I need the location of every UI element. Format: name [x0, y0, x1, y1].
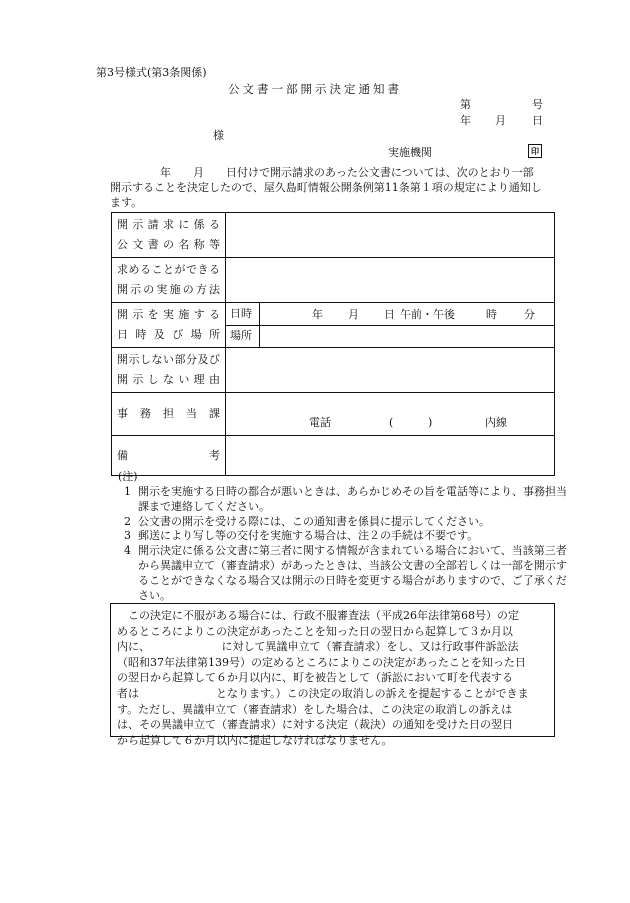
document-title: 公文書一部開示決定通知書: [228, 82, 402, 96]
table-row: [112, 258, 555, 303]
body-line-2: 開示することを決定したので、屋久島町情報公開条例第11条第１項の規定により通知し: [110, 180, 542, 194]
disclosure-table: [111, 212, 555, 476]
table-row: [112, 393, 555, 436]
label-line: [117, 446, 220, 466]
seal-stamp: 印: [528, 144, 542, 158]
note-number: 4: [124, 544, 131, 558]
table-row: [112, 303, 555, 326]
appeal-line: の翌日から起算して６か月以内に、町を被告として（訴訟において町を代表する: [117, 671, 513, 685]
staff-section-label: [112, 393, 226, 436]
body-line-3: ます。: [110, 195, 143, 209]
appeal-line: す。ただし、異議申立て（審査請求）をした場合は、この決定の取消しの訴えは: [117, 702, 513, 716]
appeal-line: から起算して６か月以内に提起しなければなりません。: [117, 733, 393, 747]
body-line-1: 年 月 日付けで開示請求のあった公文書については、次のとおり一部: [160, 166, 534, 179]
addressee-suffix: 様: [213, 129, 224, 142]
datetime-field[interactable]: [260, 303, 555, 326]
issue-year: 年: [460, 114, 471, 127]
dt-hour: 時: [486, 307, 497, 321]
note-number: 2: [124, 514, 131, 528]
remarks-char-2: 考: [209, 448, 220, 462]
dt-minute: 分: [524, 307, 535, 321]
datetime-place-label: [112, 303, 226, 348]
undisclosed-reason-label: [112, 348, 226, 393]
datetime-sublabel: 日時: [226, 303, 260, 326]
paren-open: (: [389, 416, 394, 430]
note-item: [118, 515, 573, 530]
dt-year: 年: [312, 307, 323, 321]
remarks-char-1: 備: [117, 448, 209, 462]
dt-day: 日: [384, 307, 395, 321]
label-line: 開示しない部分及び: [117, 353, 220, 366]
note-number: 1: [124, 484, 131, 498]
place-sublabel: 場所: [226, 326, 260, 348]
appeal-line: めるところによりこの決定があったことを知った日の翌日から起算して３か月以: [117, 624, 513, 638]
dt-ampm: 午前・午後: [400, 307, 455, 321]
agency-label: 実施機関: [388, 146, 432, 159]
note-text: 郵送により写し等の交付を実施する場合は、注２の手続は不要です。: [138, 529, 479, 543]
paren-close: ): [428, 416, 433, 430]
note-text: 公文書の開示を受ける際には、この通知書を係員に提示してください。: [138, 514, 490, 528]
note-item: [118, 529, 573, 544]
appeal-notice-box: [110, 603, 555, 747]
phone-label: 電話: [309, 416, 331, 430]
label-line: 開示を実施する: [117, 308, 220, 321]
number-go: 号: [532, 98, 543, 111]
note-item: [118, 485, 573, 515]
place-field[interactable]: [260, 326, 555, 348]
label-line: 公文書の名称等: [117, 238, 220, 251]
note-text: 開示決定に係る公文書に第三者に関する情報が含まれている場合において、当該第三者から異議申立て（審査請求）があったときは、当該公文書の全部若しくは一部を開示することができなくなる場合又は開示の日時を変更する場合がありますので、ご了承ください。: [138, 544, 567, 602]
issue-day: 日: [532, 114, 543, 127]
undisclosed-reason-field[interactable]: [226, 348, 555, 393]
label-line: 開示請求に係る: [117, 218, 220, 231]
notes-heading: (注): [118, 470, 138, 483]
label-line: 開示の実施の方法: [117, 283, 220, 296]
label-line: 日時及び場所: [117, 328, 220, 341]
notice-body: [110, 166, 572, 211]
disclosure-method-label: [112, 258, 226, 303]
appeal-line: は、その異議申立て（審査請求）に対する決定（裁決）の通知を受けた日の翌日: [117, 718, 513, 732]
appeal-line: 内に、 に対して異議申立て（審査請求）をし、又は行政事件訴訟法: [117, 640, 519, 654]
document-name-field[interactable]: [226, 213, 555, 258]
appeal-line: （昭和37年法律第139号）の定めるところによりこの決定があったことを知った日: [117, 655, 526, 669]
label-line: 開示しない理由: [117, 373, 220, 386]
issue-month: 月: [495, 114, 506, 127]
notes-section: [118, 470, 573, 604]
table-row: [112, 348, 555, 393]
document-name-label: [112, 213, 226, 258]
disclosure-method-field[interactable]: [226, 258, 555, 303]
extension-label: 内線: [485, 416, 507, 430]
table-row: [112, 213, 555, 258]
staff-section-field[interactable]: [226, 393, 555, 436]
label-line: 事務担当課: [117, 407, 220, 420]
number-dai: 第: [460, 98, 471, 111]
note-number: 3: [124, 529, 131, 543]
appeal-line: 者は となります。）この決定の取消しの訴えを提起することができま: [117, 686, 529, 700]
label-line: 求めることができる: [117, 263, 220, 276]
appeal-line: この決定に不服がある場合には、行政不服審査法（平成26年法律第68号）の定: [117, 609, 519, 622]
dt-month: 月: [348, 307, 359, 321]
form-number: 第3号様式(第3条関係): [96, 66, 207, 79]
note-text: 開示を実施する日時の都合が悪いときは、あらかじめその旨を電話等により、事務担当課まで連絡してください。: [138, 484, 567, 513]
note-item: [118, 544, 573, 603]
